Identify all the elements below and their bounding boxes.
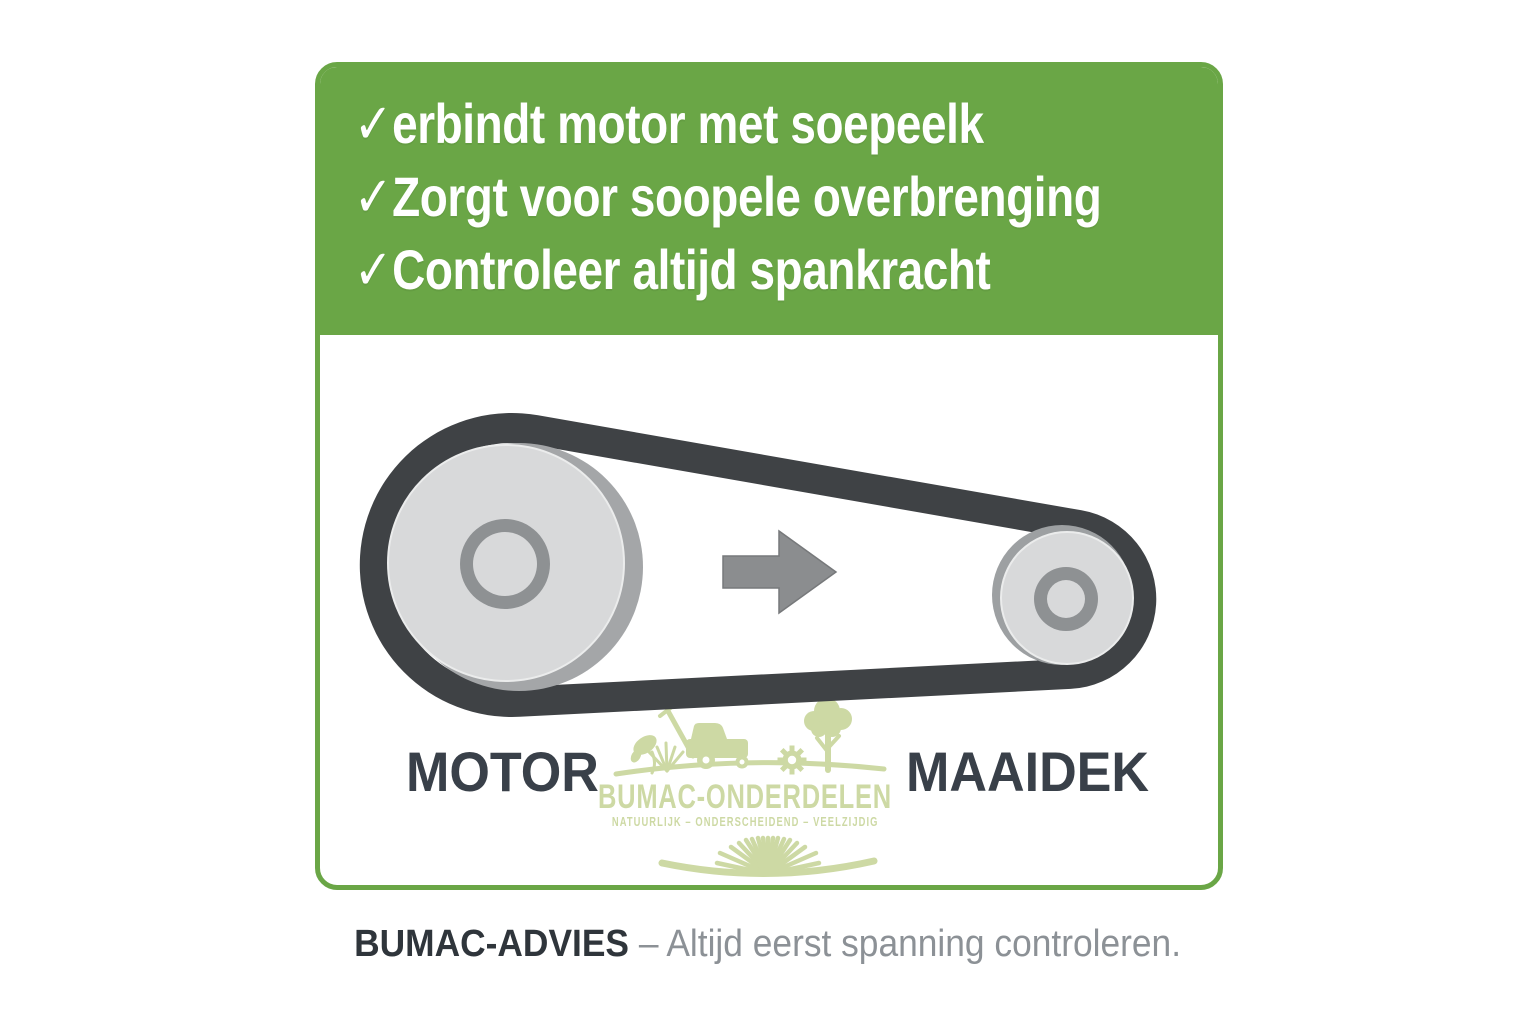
bumac-logo-name — [525, 778, 965, 817]
logo-tree-icon — [804, 698, 852, 770]
bumac-logo-tagline-text: NATUURLIJK – ONDERSCHEIDEND – VEELZIJDIG — [611, 814, 879, 829]
logo-leaf-icon — [629, 731, 661, 773]
logo-ground-line — [616, 763, 884, 774]
checklist-text: Zorgt voor soopele overbrenging — [392, 165, 1102, 228]
checkmark-icon: ✓ — [354, 165, 393, 230]
footer-advice-line — [314, 923, 1222, 965]
checklist-text: Controleer altijd spankracht — [392, 238, 991, 301]
footer-advice-text: – Altijd eerst spanning controleren. — [639, 923, 1182, 965]
logo-gear-icon — [778, 746, 807, 775]
checklist-text: erbindt motor met soepeelk — [392, 92, 984, 155]
maaidek-label: MAAIDEK — [906, 740, 1150, 803]
motor-pulley-hub-center — [473, 532, 537, 596]
logo-grass-fan-icon — [662, 838, 874, 874]
bumac-logo-tagline — [525, 814, 965, 829]
checkmark-icon: ✓ — [354, 238, 393, 303]
checkmark-icon: ✓ — [354, 92, 393, 157]
bumac-logo-name-text: BUMAC-ONDERDELEN — [598, 778, 892, 816]
maaidek-pulley-hub-center — [1047, 580, 1085, 618]
maaidek-pulley — [992, 525, 1133, 665]
footer-brand: BUMAC-ADVIES — [354, 923, 630, 965]
motor-label: MOTOR — [406, 740, 599, 803]
